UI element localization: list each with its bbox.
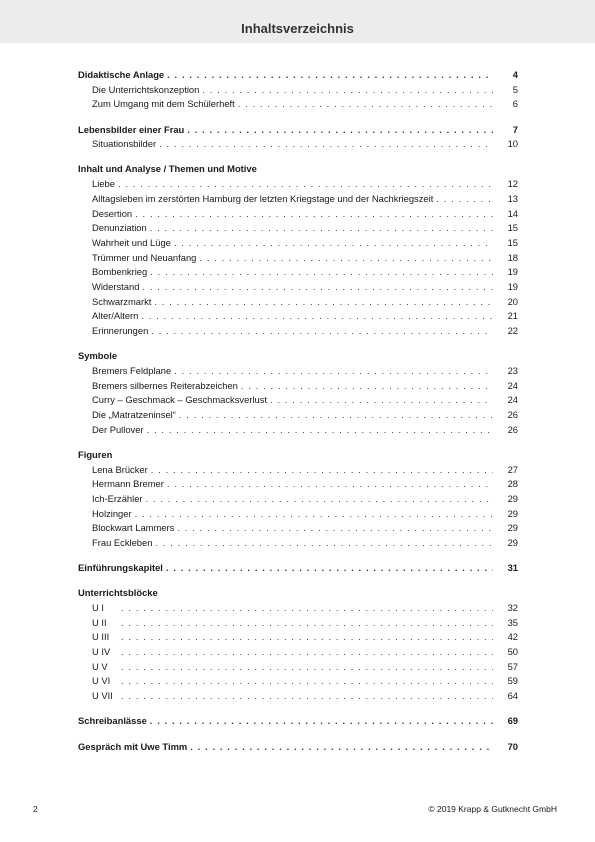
toc-entry-label: Die „Matratzeninsel“ [92,408,176,420]
toc-entry-label: Bremers silbernes Reiterabzeichen [92,379,238,391]
dot-leader [187,123,493,138]
toc-entry-label: Schwarzmarkt [92,295,152,307]
toc-entry[interactable] [78,645,518,660]
dot-leader [202,83,493,98]
toc-entry-label: Denunziation [92,222,147,234]
toc-heading[interactable] [78,714,518,729]
toc-heading[interactable] [78,561,518,576]
toc-entry-label: Lena Brücker [92,463,148,475]
toc-entry[interactable] [78,83,518,98]
dot-leader [121,601,493,616]
toc-entry[interactable] [78,309,518,324]
dot-leader [121,660,493,675]
toc-page-number: 21 [507,310,518,322]
toc-entry-label: Trümmer und Neuanfang [92,251,197,263]
dot-leader [167,68,493,83]
toc-entry-label: U II [92,616,107,628]
dot-leader [174,364,493,379]
dot-leader [146,492,493,507]
toc-entry-label: Hermann Bremer [92,478,164,490]
toc-entry-label: Alter/Altern [92,310,139,322]
dot-leader [121,689,493,704]
dot-leader [150,265,493,280]
toc-heading[interactable] [78,586,518,601]
toc-heading[interactable] [78,123,518,138]
dot-leader [177,521,493,536]
toc-entry[interactable] [78,251,518,266]
toc-entry-label: U VI [92,675,111,687]
dot-leader [167,477,493,492]
toc-heading[interactable] [78,162,518,177]
toc-entry[interactable] [78,364,518,379]
dot-leader [166,561,493,576]
toc-entry[interactable] [78,295,518,310]
dot-leader [150,714,493,729]
toc-page-number: 22 [507,325,518,336]
toc-page-number: 29 [507,536,518,548]
toc-entry-label: Holzinger [92,507,132,519]
dot-leader [155,536,493,551]
toc-page-number: 28 [507,478,518,490]
toc-section [78,714,518,729]
toc-entry-label: Desertion [92,207,133,219]
toc-entry-label: U III [92,631,110,643]
toc-page-number: 42 [507,631,518,643]
table-of-contents [78,68,518,765]
toc-page-number: 29 [507,507,518,519]
dot-leader [121,674,493,689]
dot-leader [190,740,493,755]
toc-entry[interactable] [78,630,518,645]
dot-leader [241,379,493,394]
toc-entry-label: Lebensbilder einer Frau [78,123,185,135]
toc-entry[interactable] [78,265,518,280]
toc-entry-label: Didaktische Anlage [78,69,165,80]
toc-page-number: 19 [507,266,518,278]
toc-entry-label: U VII [92,690,113,702]
toc-page-number: 12 [507,178,518,190]
toc-entry-label: U V [92,660,108,672]
toc-section [78,123,518,152]
toc-page-number: 20 [507,295,518,307]
toc-entry[interactable] [78,463,518,478]
dot-leader [147,423,493,438]
toc-entry[interactable] [78,477,518,492]
toc-page-number: 29 [507,492,518,504]
dot-leader [135,507,493,522]
toc-page-number: 27 [507,463,518,475]
toc-entry[interactable] [78,379,518,394]
toc-page-number: 4 [512,69,518,80]
dot-leader [179,408,493,423]
toc-entry-label: Wahrheit und Lüge [92,236,171,248]
toc-entry[interactable] [78,616,518,631]
toc-entry[interactable] [78,280,518,295]
toc-entry-label: Figuren [78,448,113,460]
page-footer [33,804,557,814]
toc-entry[interactable] [78,393,518,408]
toc-entry[interactable] [78,492,518,507]
toc-entry-label: Schreibanlässe [78,715,147,727]
toc-section [78,349,518,437]
toc-page-number: 13 [507,192,518,204]
dot-leader [142,280,493,295]
toc-entry[interactable] [78,137,518,152]
page-title: Inhaltsverzeichnis [241,21,354,36]
page-header [0,0,595,43]
toc-page-number: 23 [507,364,518,376]
dot-leader [238,97,493,112]
toc-entry[interactable] [78,192,518,207]
dot-leader [141,309,493,324]
toc-entry-label: Alltagsleben im zerstörten Hamburg der letzten Kriegstage und der Nachkriegszeit [92,192,434,204]
toc-entry-label: Symbole [78,350,118,362]
toc-page-number: 26 [507,423,518,435]
toc-entry-label: Die Unterrichtskonzeption [92,83,200,95]
toc-page-number: 7 [512,123,518,135]
toc-page-number: 10 [507,138,518,150]
toc-entry-label: Situationsbilder [92,138,157,150]
toc-page-number: 19 [507,280,518,292]
dot-leader [135,207,493,222]
toc-page-number: 64 [507,690,518,702]
toc-entry[interactable] [78,207,518,222]
toc-page-number: 24 [507,379,518,391]
dot-leader [151,324,493,339]
toc-entry[interactable] [78,177,518,192]
toc-entry-label: Unterrichtsblöcke [78,587,158,599]
toc-entry-label: Inhalt und Analyse / Themen und Motive [78,163,257,175]
copyright-notice: © 2019 Krapp & Gutknecht GmbH [428,804,557,814]
toc-entry[interactable] [78,536,518,551]
toc-page-number: 14 [507,207,518,219]
toc-entry[interactable] [78,674,518,689]
dot-leader [199,251,493,266]
toc-entry[interactable] [78,601,518,616]
toc-entry[interactable] [78,507,518,522]
dot-leader [174,236,493,251]
toc-entry[interactable] [78,221,518,236]
toc-entry[interactable] [78,660,518,675]
toc-entry-label: Erinnerungen [92,325,149,336]
toc-entry[interactable] [78,97,518,112]
toc-page-number: 69 [507,715,518,727]
toc-page-number: 6 [512,98,518,110]
toc-entry-label: Blockwart Lammers [92,522,175,534]
toc-page-number: 57 [507,660,518,672]
toc-heading[interactable] [78,448,518,463]
toc-entry[interactable] [78,423,518,438]
toc-entry-label: U IV [92,646,111,658]
toc-page-number: 31 [507,562,518,574]
dot-leader [159,137,493,152]
dot-leader [121,616,493,631]
toc-section [78,162,518,338]
toc-heading[interactable] [78,349,518,364]
toc-heading[interactable] [78,68,518,83]
toc-entry[interactable] [78,689,518,704]
toc-entry-label: Curry – Geschmack – Geschmacksverlust [92,394,268,406]
toc-page-number: 29 [507,522,518,534]
dot-leader [118,177,493,192]
toc-section [78,68,518,112]
toc-page-number: 59 [507,675,518,687]
toc-entry-label: U I [92,602,104,613]
dot-leader [436,192,493,207]
toc-section [78,740,518,755]
toc-page-number: 35 [507,616,518,628]
toc-entry-label: Der Pullover [92,423,144,435]
page-number: 2 [33,804,38,814]
toc-entry-label: Zum Umgang mit dem Schülerheft [92,98,235,110]
toc-entry-label: Einführungskapitel [78,562,163,574]
toc-entry-label: Bombenkrieg [92,266,148,278]
dot-leader [121,630,493,645]
dot-leader [151,463,493,478]
toc-entry-label: Frau Eckleben [92,536,153,548]
toc-entry-label: Bremers Feldplane [92,364,172,376]
toc-heading[interactable] [78,740,518,755]
dot-leader [121,645,493,660]
toc-entry-label: Gespräch mit Uwe Timm [78,740,188,752]
toc-entry-label: Ich-Erzähler [92,492,143,504]
toc-page-number: 32 [507,602,518,613]
dot-leader [154,295,493,310]
toc-entry-label: Widerstand [92,280,140,292]
toc-page-number: 70 [507,740,518,752]
toc-page-number: 18 [507,251,518,263]
toc-section [78,561,518,576]
toc-entry[interactable] [78,521,518,536]
toc-page-number: 15 [507,236,518,248]
toc-entry-label: Liebe [92,178,115,190]
toc-page-number: 5 [512,83,518,95]
toc-section [78,586,518,704]
toc-page-number: 15 [507,222,518,234]
toc-section [78,448,518,551]
toc-entry[interactable] [78,324,518,339]
toc-entry[interactable] [78,236,518,251]
toc-page-number: 24 [507,394,518,406]
toc-page-number: 50 [507,646,518,658]
dot-leader [270,393,493,408]
toc-page-number: 26 [507,408,518,420]
toc-entry[interactable] [78,408,518,423]
dot-leader [150,221,493,236]
